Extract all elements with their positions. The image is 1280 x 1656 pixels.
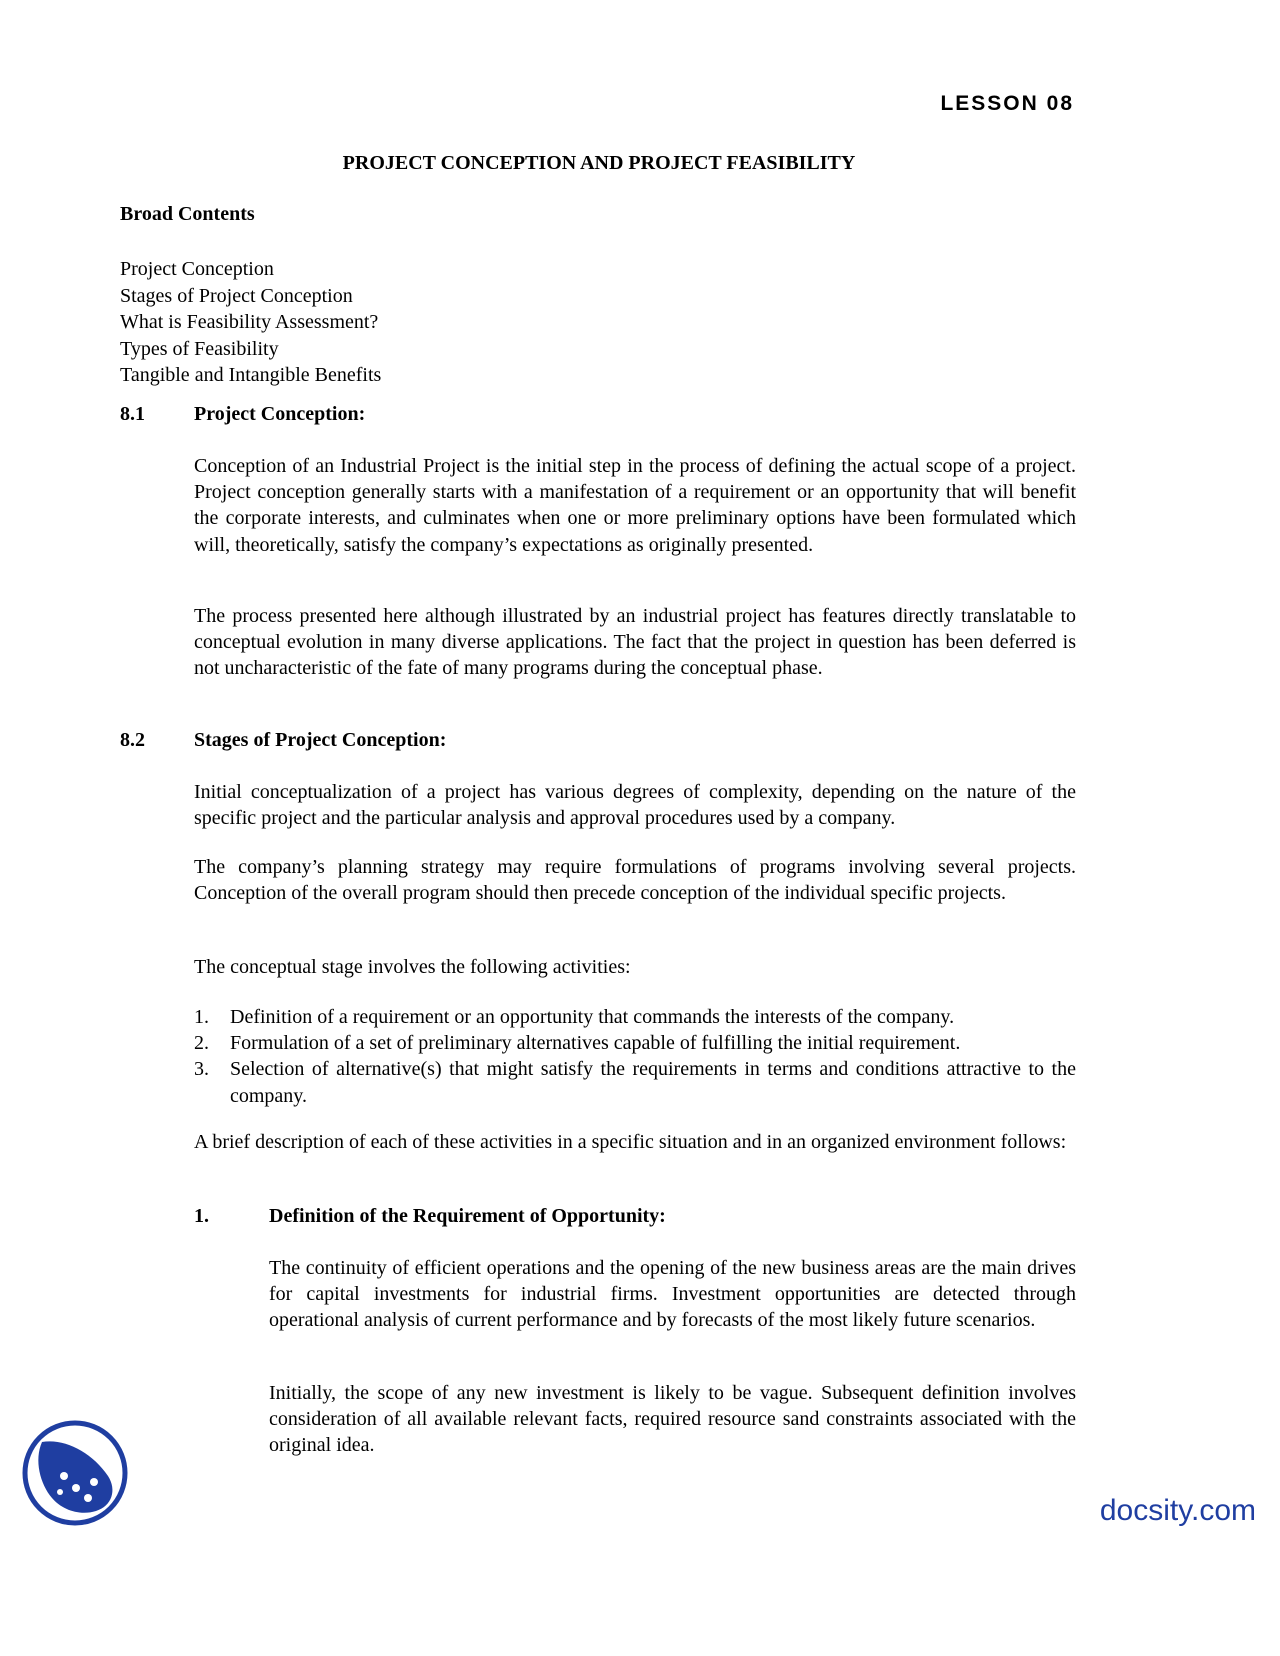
lesson-number: LESSON 08	[940, 92, 1074, 115]
list-item	[194, 1056, 1076, 1108]
subsection-title: Definition of the Requirement of Opportunity:	[269, 1205, 666, 1227]
paragraph: The continuity of efficient operations and the opening of the new business areas are the main drives for capital investments for industrial firms. Investment opportunities are detected through operational analysis of current performance and by forecasts of the most likely future scenarios.	[269, 1257, 1076, 1332]
list-number: 3.	[194, 1058, 209, 1081]
list-item: Project Conception	[120, 258, 274, 280]
paragraph: The conceptual stage involves the following activities:	[194, 956, 631, 978]
docsity-brand-text[interactable]: docsity.com	[1099, 1494, 1256, 1527]
paragraph: Initial conceptualization of a project has various degrees of complexity, depending on the nature of the specific project and the particular analysis and approval procedures used by a company.	[194, 781, 1076, 830]
paragraph: Initially, the scope of any new investment is likely to be vague. Subsequent definition involves consideration of all available relevant facts, required resource sand constraints associated with the original idea.	[269, 1382, 1076, 1457]
section-number: 8.1	[120, 403, 145, 425]
paragraph: The process presented here although illustrated by an industrial project has features directly translatable to conceptual evolution in many diverse applications. The fact that the project in question has been deferred is not uncharacteristic of the fate of many programs during the conceptual phase.	[194, 605, 1076, 680]
list-text: Formulation of a set of preliminary alternatives capable of fulfilling the initial requirement.	[230, 1032, 961, 1055]
paragraph: Conception of an Industrial Project is the initial step in the process of defining the actual scope of a project. Project conception generally starts with a manifestation of a requirement or an opportunity that will benefit the corporate interests, and culminates when one or more preliminary options have been formulated which will, theoretically, satisfy the company’s expectations as originally presented.	[194, 455, 1076, 556]
subsection-number: 1.	[194, 1205, 209, 1227]
list-number: 1.	[194, 1006, 209, 1028]
section-number: 8.2	[120, 729, 145, 751]
section-title: Stages of Project Conception:	[194, 729, 447, 751]
broad-contents-heading: Broad Contents	[120, 203, 255, 225]
list-item	[194, 1030, 1076, 1056]
broad-contents-list	[120, 256, 381, 389]
list-item	[194, 1004, 1076, 1030]
list-item: Stages of Project Conception	[120, 284, 353, 307]
section-title: Project Conception:	[194, 403, 366, 425]
list-item: Types of Feasibility	[120, 337, 279, 360]
paragraph: A brief description of each of these activities in a specific situation and in an organized environment follows:	[194, 1131, 1067, 1153]
list-text: Definition of a requirement or an opportunity that commands the interests of the company.	[230, 1006, 955, 1028]
list-item: What is Feasibility Assessment?	[120, 311, 379, 333]
activities-list	[194, 1004, 1076, 1109]
list-item: Tangible and Intangible Benefits	[120, 364, 382, 386]
page-title: PROJECT CONCEPTION AND PROJECT FEASIBILITY	[342, 152, 856, 174]
docsity-logo-icon	[20, 1418, 130, 1528]
list-text: Selection of alternative(s) that might satisfy the requirements in terms and conditions attractive to the company.	[230, 1058, 1076, 1107]
paragraph: The company’s planning strategy may require formulations of programs involving several projects. Conception of the overall program should then precede conception of the individual specific projects.	[194, 856, 1076, 905]
list-number: 2.	[194, 1032, 209, 1055]
